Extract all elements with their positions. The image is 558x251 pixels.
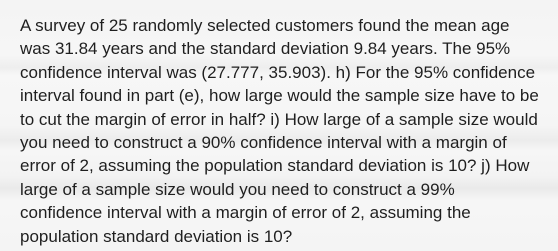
question-text: A survey of 25 randomly selected customers found the mean age was 31.84 years and the standard deviation 9.84 years. The 95% confidence interval was (27.777, 35.903). h) For the 95% confidence interval found in part (e), how large would the sample size have to be to cut the margin of error in half? i) How large of a sample size would you need to construct a 90% confidence interval with a margin of error of 2, assuming the population standard deviation is 10? j) How large of a sample size would you need to construct a 99% confidence interval with a margin of error of 2, assuming the population standard deviation is 10? [20, 16, 539, 246]
